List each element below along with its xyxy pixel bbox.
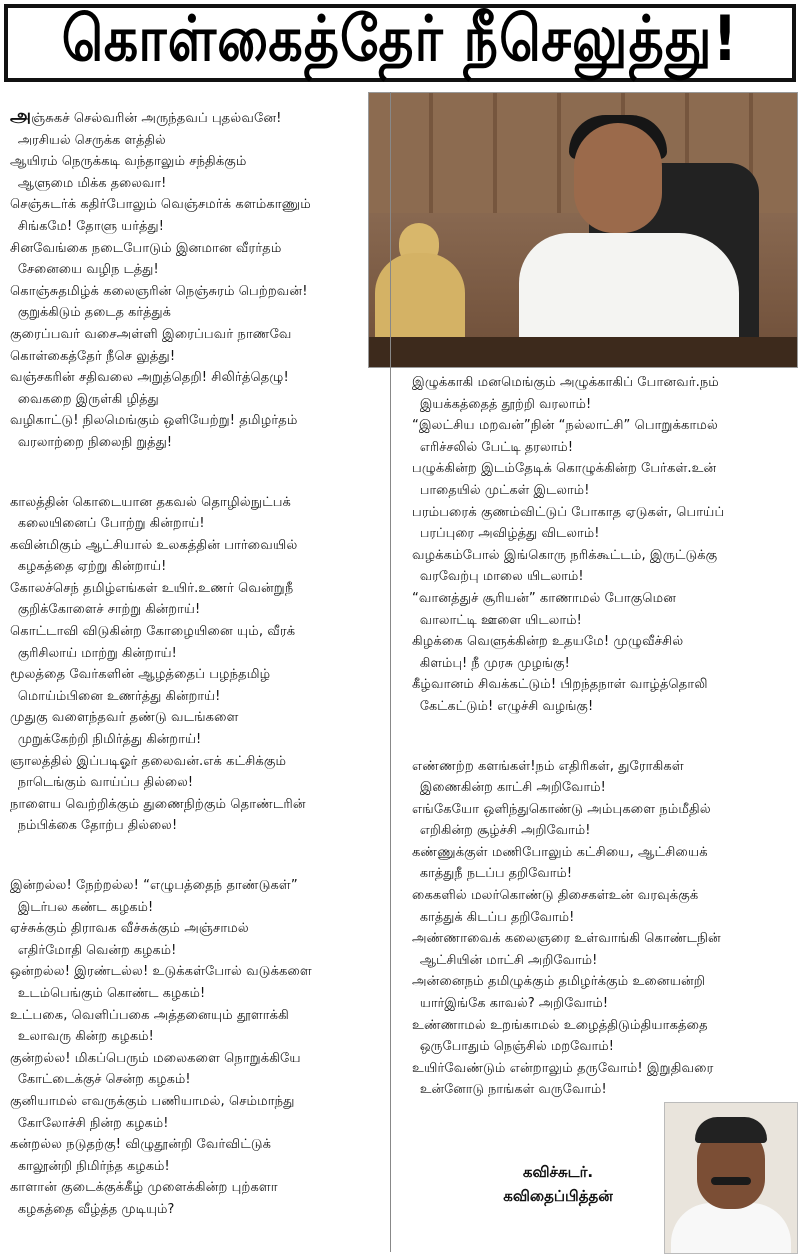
poem-line: நாடெங்கும் வாய்ப்ப தில்லை! xyxy=(17,775,194,791)
poem-line: கைகளில் மலர்கொண்டு திசைகள்உன் வரவுக்குக் xyxy=(412,888,699,904)
poem-line: எதிர்மோதி வென்ற கழகம்! xyxy=(17,942,177,958)
poem-line: கேட்கட்டும்! எழுச்சி வழங்கு! xyxy=(419,698,594,714)
stanza-left-1 xyxy=(10,106,380,454)
poem-line: வழக்கம்போல் இங்கொரு நரிக்கூட்டம், இருட்டுக்கு xyxy=(412,547,718,563)
poem-line: முறுக்கேற்றி நிமிர்த்து கின்றாய்! xyxy=(17,732,202,748)
poem-line: அன்னைநம் தமிழுக்கும் தமிழர்க்கும் உனையன்றி xyxy=(412,974,706,990)
poem-line: குரிசிலாய் மாற்று கின்றாய்! xyxy=(17,645,177,661)
poem-line: ஒருபோதும் நெஞ்சில் மறவோம்! xyxy=(419,1039,614,1055)
poem-line: கவின்மிகும் ஆட்சியால் உலகத்தின் பார்வையில் xyxy=(10,537,298,553)
poem-line: எரிச்சலில் பேட்டி தரலாம்! xyxy=(419,439,574,455)
poem-line: செஞ்சுடர்க் கதிர்போலும் வெஞ்சமர்க் களம்காணும் xyxy=(10,197,311,213)
poem-line: பரம்பரைக் குணம்விட்டுப் போகாத ஏடுகள், பொய்ப் xyxy=(412,504,725,520)
poem-line: இன்றல்ல! நேற்றல்ல! “எழுபத்தைந் தாண்டுகள்” xyxy=(10,878,298,893)
poem-line: காலத்தின் கொடையான தகவல் தொழில்நுட்பக் xyxy=(10,494,291,510)
poem-line: “வானத்துச் சூரியன்” காணாமல் போகுமென xyxy=(412,590,677,606)
poem-line: குன்றல்ல! மிகப்பெரும் மலைகளை நொறுக்கியே xyxy=(10,1050,301,1066)
poem-line: நம்பிக்கை தோற்ப தில்லை! xyxy=(17,818,178,834)
poem-line: வஞ்சகரின் சதிவலை அறுத்தெறி! சிலிர்த்தெழு! xyxy=(10,370,289,386)
poem-line: அஞ்சுகச் செல்வரின் அருந்தவப் புதல்வனே! xyxy=(10,105,282,127)
poem-line: உயிர்வேண்டும் என்றாலும் தருவோம்! இறுதிவரை xyxy=(412,1060,714,1076)
title-banner xyxy=(4,4,796,82)
poem-line: வழிகாட்டு! நிலமெங்கும் ஒளியேற்று! தமிழர்தம் xyxy=(10,413,298,429)
poem-line: கிழக்கை வெளுக்கின்ற உதயமே! முழுவீச்சில் xyxy=(412,634,684,650)
poem-line: எண்ணற்ற களங்கள்!நம் எதிரிகள், துரோகிகள் xyxy=(412,758,684,774)
poem-line: இழுக்காகி மனமெங்கும் அழுக்காகிப் போனவர்.நம் xyxy=(412,375,719,390)
poem-line: ஏச்சுக்கும் திராவக வீச்சுக்கும் அஞ்சாமல் xyxy=(10,921,249,937)
poem-line: கழகத்தை வீழ்த்த முடியும்? xyxy=(17,1201,175,1217)
poem-line: காத்துக் கிடப்ப தறிவோம்! xyxy=(419,909,575,925)
poem-line: வரலாற்றை நிலைநி றுத்து! xyxy=(17,434,173,450)
poem-line: வைகறை இருள்கி ழித்து xyxy=(17,391,159,407)
poem-line: கொள்கைத்தேர் நீசெ லுத்து! xyxy=(10,348,176,364)
poem-line: இடர்பல கண்ட கழகம்! xyxy=(17,899,154,915)
poem-line: முதுகு வளைந்தவர் தண்டு வடங்களை xyxy=(10,710,239,726)
poem-line: ஆயிரம் நெருக்கடி வந்தாலும் சந்திக்கும் xyxy=(10,154,247,170)
poem-line: ஒன்றல்ல! இரண்டல்ல! உடுக்கள்போல் வடுக்களை xyxy=(10,964,312,980)
poem-line: கீழ்வானம் சிவக்கட்டும்! பிறந்தநாள் வாழ்த்தொலி xyxy=(412,677,708,693)
poem-line: எறிகின்ற சூழ்ச்சி அறிவோம்! xyxy=(419,823,591,839)
poem-line: கோட்டைக்குச் சென்ற கழகம்! xyxy=(17,1072,191,1088)
leader-photo xyxy=(368,92,798,368)
poem-line: ஞாலத்தில் இப்படிஓர் தலைவன்.எக் கட்சிக்கும் xyxy=(10,753,287,769)
poem-line: கொட்டாவி விடுகின்ற கோழையினை யும், வீரக் xyxy=(10,624,296,640)
poem-line: யார்இங்கே காவல்? அறிவோம்! xyxy=(419,996,609,1012)
poem-line: குரைப்பவர் வசைஅள்ளி இரைப்பவர் நாணவே xyxy=(10,326,292,342)
poem-line: கழகத்தை ஏற்று கின்றாய்! xyxy=(17,559,167,575)
poet-photo xyxy=(664,1102,798,1254)
poet-title: கவிச்சுடர். xyxy=(522,1163,594,1181)
poem-line: உண்ணாமல் உறங்காமல் உழைத்திடும்தியாகத்தை xyxy=(412,1017,708,1033)
poem-line: எங்கேயோ ஒளிந்துகொண்டு அம்புகளை நம்மீதில் xyxy=(412,801,711,817)
poem-line: மொய்ம்பினை உணர்த்து கின்றாய்! xyxy=(17,688,221,704)
drop-cap: அ xyxy=(10,105,32,127)
poem-line: “இலட்சிய மறவன்”நின் “நல்லாட்சி” பொறுக்காமல் xyxy=(412,418,718,434)
poem-line: காளான் குடைக்குக்கீழ் முளைக்கின்ற புற்களா xyxy=(10,1180,278,1196)
poem-column-right xyxy=(412,372,792,1139)
poet-name: கவிதைப்பித்தன் xyxy=(503,1187,613,1205)
poem-line: வரவேற்பு மாலை யிடலாம்! xyxy=(419,569,584,585)
poem-column-left xyxy=(10,106,380,1259)
poem-line: குறுக்கிடும் தடைத கர்த்துக் xyxy=(17,305,172,321)
poet-credit xyxy=(468,1160,648,1208)
poem-line: கலையினைப் போற்று கின்றாய்! xyxy=(17,516,205,532)
stanza-right-2 xyxy=(412,756,792,1102)
poem-line: உன்னோடு நாங்கள் வருவோம்! xyxy=(419,1082,607,1098)
column-divider xyxy=(390,92,391,1252)
poem-line: குறிக்கோளைச் சாற்று கின்றாய்! xyxy=(17,602,201,618)
poem-line: சிங்கமே! தோளு யர்த்து! xyxy=(17,218,164,234)
poem-line: கொஞ்சுதமிழ்க் கலைஞரின் நெஞ்சுரம் பெற்றவன்! xyxy=(10,283,308,299)
poem-line: உட்பகை, வெளிப்பகை அத்தனையும் தூளாக்கி xyxy=(10,1007,289,1023)
stanza-right-1 xyxy=(412,372,792,718)
poem-line: ஆட்சியின் மாட்சி அறிவோம்! xyxy=(419,952,598,968)
poem-line: சினவேங்கை நடைபோடும் இனமான வீரர்தம் xyxy=(10,240,282,256)
poem-line: இயக்கத்தைத் தூற்றி வரலாம்! xyxy=(419,396,592,412)
poem-line: காத்துநீ நடப்ப தறிவோம்! xyxy=(419,866,573,882)
poem-line: அண்ணாவைக் கலைஞரை உள்வாங்கி கொண்டநின் xyxy=(412,931,721,947)
stanza-left-2 xyxy=(10,492,380,838)
poem-line: குனியாமல் எவருக்கும் பணியாமல், செம்மாந்து xyxy=(10,1093,295,1109)
poem-line: வாலாட்டி ஊளை யிடலாம்! xyxy=(419,612,582,628)
poem-line: உடம்பெங்கும் கொண்ட கழகம்! xyxy=(17,985,206,1001)
poem-line: கன்றல்ல நடுதற்கு! விழுதூன்றி வேர்விட்டுக் xyxy=(10,1137,272,1153)
poem-line: கண்ணுக்குள் மணிபோலும் கட்சியை, ஆட்சியைக் xyxy=(412,844,708,860)
poem-line: ஆளுமை மிக்க தலைவா! xyxy=(17,175,167,191)
poem-line: பாதையில் முட்கள் இடலாம்! xyxy=(419,482,590,498)
poem-line: இணைகின்ற காட்சி அறிவோம்! xyxy=(419,780,606,796)
poem-line: சேனையை வழிந டத்து! xyxy=(17,262,159,278)
poem-line: கிளம்பு! நீ முரசு முழங்கு! xyxy=(419,655,570,671)
stanza-left-3 xyxy=(10,875,380,1221)
poem-line: உலாவரு கின்ற கழகம்! xyxy=(17,1029,154,1045)
poem-line: கோலச்செந் தமிழ்எங்கள் உயிர்.உணர் வென்றுநீ xyxy=(10,580,294,596)
poem-line: கோலோச்சி நின்ற கழகம்! xyxy=(17,1115,169,1131)
poem-line: காலூன்றி நிமிர்ந்த கழகம்! xyxy=(17,1158,170,1174)
poem-line: பழுக்கின்ற இடம்தேடிக் கொழுக்கின்ற பேர்கள்.உன் xyxy=(412,461,717,477)
page-title: கொள்கைத்தேர் நீசெலுத்து! xyxy=(61,2,739,75)
poem-line: மூலத்தை வேர்களின் ஆழத்தைப் பழந்தமிழ் xyxy=(10,667,271,683)
poem-line: பரப்புரை அவிழ்த்து விடலாம்! xyxy=(419,526,600,542)
poem-line: அரசியல் செருக்க ளத்தில் xyxy=(17,132,166,148)
poem-line: நாளைய வெற்றிக்கும் துணைநிற்கும் தொண்டரின் xyxy=(10,796,306,812)
